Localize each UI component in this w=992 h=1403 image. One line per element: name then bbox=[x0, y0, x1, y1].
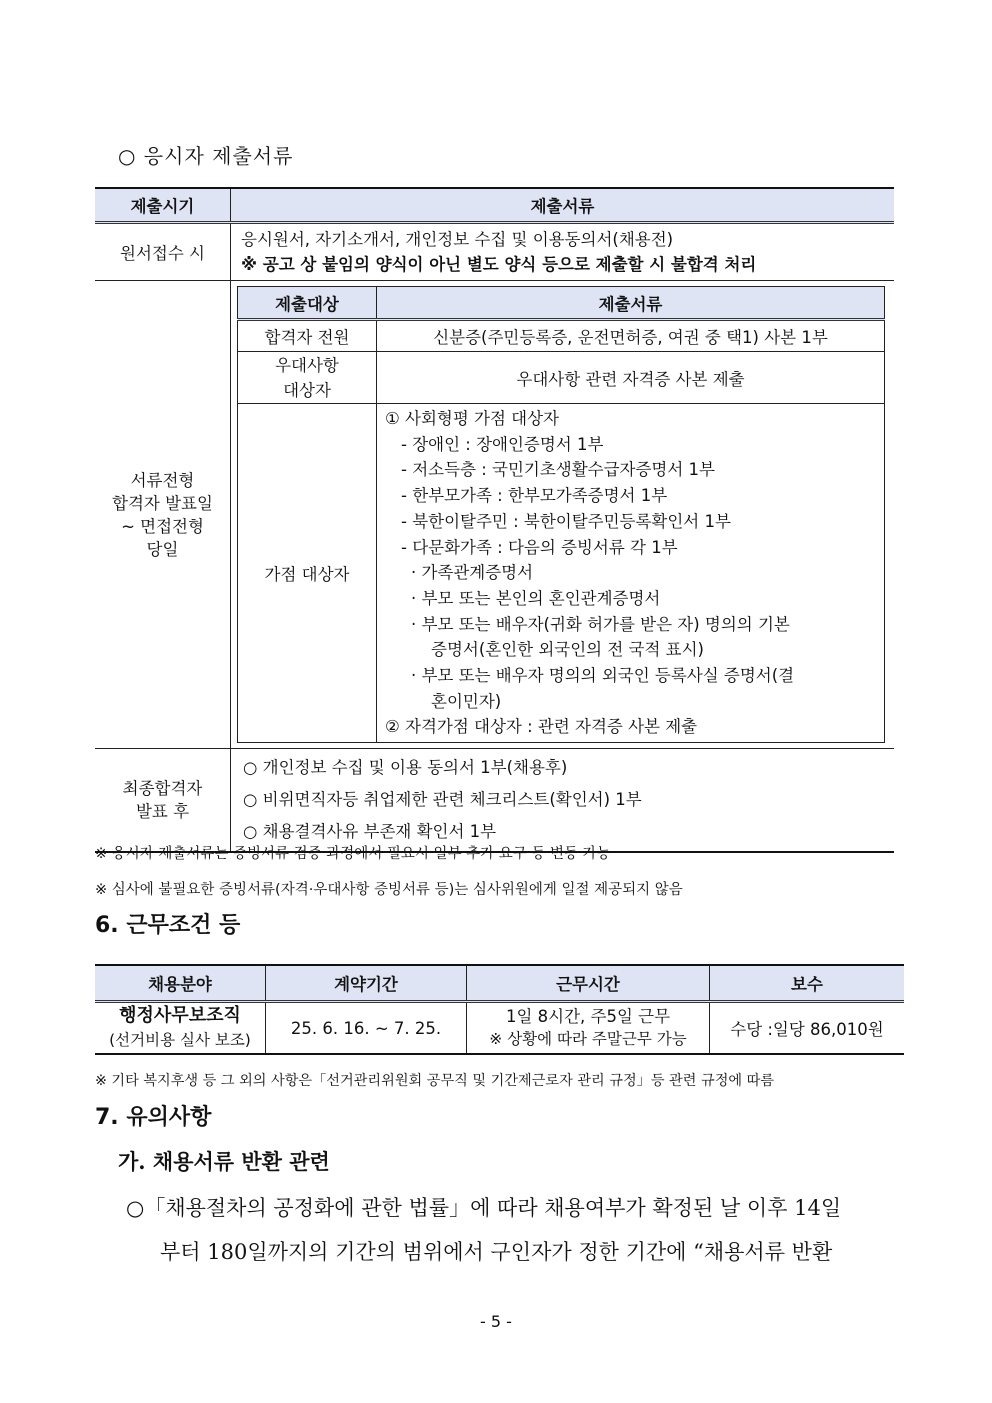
row3-item: ○ 비위면직자등 취업제한 관련 체크리스트(확인서) 1부 bbox=[243, 790, 642, 810]
bonus-target: 가점 대상자 bbox=[238, 404, 377, 743]
bonus-list bbox=[377, 404, 885, 743]
all-target: 합격자 전원 bbox=[238, 320, 377, 352]
section6-title: 6. 근무조건 등 bbox=[95, 913, 241, 938]
bonus-item: - 저소득층 : 국민기초생활수급자증명서 1부 bbox=[401, 460, 715, 480]
row2-when-l2: 합격자 발표일 bbox=[112, 493, 213, 513]
t2-field-sub: (선거비용 실사 보조) bbox=[109, 1031, 251, 1049]
note-2: ※ 심사에 불필요한 증빙서류(자격·우대사항 증빙서류 등)는 심사위원에게 일절 제공되지 않음 bbox=[95, 882, 683, 898]
pref-target bbox=[238, 352, 377, 404]
bonus-item: 혼이민자) bbox=[431, 691, 502, 711]
inner-header-target: 제출대상 bbox=[238, 287, 377, 320]
row2-docs bbox=[231, 281, 895, 749]
sub-a-title: 가. 채용서류 반환 관련 bbox=[118, 1149, 330, 1174]
page-number: - 5 - bbox=[480, 1312, 512, 1331]
bonus-item: · 부모 또는 배우자 명의의 외국인 등록사실 증명서(결 bbox=[411, 666, 795, 686]
row3-when bbox=[95, 749, 231, 853]
row2-when-l3: ~ 면접전형 bbox=[121, 516, 204, 536]
para-line2: 부터 180일까지의 기간의 범위에서 구인자가 정한 기간에 “채용서류 반환 bbox=[160, 1240, 833, 1264]
header-docs: 제출서류 bbox=[231, 188, 895, 223]
t2-hours bbox=[467, 1002, 710, 1055]
row1-when: 원서접수 시 bbox=[95, 223, 231, 281]
row2-when-l4: 당일 bbox=[146, 539, 179, 559]
bonus-item: · 가족관계증명서 bbox=[411, 563, 534, 583]
pref-target-l1: 우대사항 bbox=[275, 355, 339, 375]
pref-target-l2: 대상자 bbox=[283, 380, 331, 400]
row3-item: ○ 개인정보 수집 및 이용 동의서 1부(채용후) bbox=[243, 758, 568, 778]
conditions-table bbox=[95, 964, 904, 1055]
row3-when-l1: 최종합격자 bbox=[122, 779, 203, 799]
t2-header-hours: 근무시간 bbox=[467, 965, 710, 1002]
inner-table bbox=[237, 286, 885, 743]
header-when: 제출시기 bbox=[95, 188, 231, 223]
row3-item: ○ 채용결격사유 부존재 확인서 1부 bbox=[243, 822, 497, 842]
row2-when bbox=[95, 281, 231, 749]
bonus-item: ② 자격가점 대상자 : 관련 자격증 사본 제출 bbox=[385, 717, 698, 737]
t2-field-main: 행정사무보조직 bbox=[119, 1005, 241, 1026]
note-1: ※ 응시자 제출서류는 증빙서류 검증 과정에서 필요시 일부 추가 요구 등 변동 가능 bbox=[95, 846, 611, 862]
t2-period: 25. 6. 16. ~ 7. 25. bbox=[266, 1002, 467, 1055]
bonus-item: · 부모 또는 배우자(귀화 허가를 받은 자) 명의의 기본 bbox=[411, 614, 790, 634]
all-doc: 신분증(주민등록증, 운전면허증, 여권 중 택1) 사본 1부 bbox=[377, 320, 885, 352]
t2-header-pay: 보수 bbox=[710, 965, 905, 1002]
bonus-item: - 장애인 : 장애인증명서 1부 bbox=[401, 434, 604, 454]
documents-table bbox=[95, 187, 894, 853]
bonus-item: - 한부모가족 : 한부모가족증명서 1부 bbox=[401, 486, 668, 506]
bonus-item: - 북한이탈주민 : 북한이탈주민등록확인서 1부 bbox=[401, 511, 731, 531]
row3-when-l2: 발표 후 bbox=[135, 802, 190, 822]
bonus-item: · 부모 또는 본인의 혼인관계증명서 bbox=[411, 588, 661, 608]
inner-header-docs: 제출서류 bbox=[377, 287, 885, 320]
para-line1: ○「채용절차의 공정화에 관한 법률」에 따라 채용여부가 확정된 날 이후 14일 bbox=[126, 1196, 842, 1220]
t2-header-period: 계약기간 bbox=[266, 965, 467, 1002]
bonus-item: 증명서(혼인한 외국인의 전 국적 표시) bbox=[431, 640, 704, 660]
section7-title: 7. 유의사항 bbox=[95, 1105, 212, 1130]
note-3: ※ 기타 복지후생 등 그 외의 사항은「선거관리위원회 공무직 및 기간제근로자 관리 규정」등 관련 규정에 따름 bbox=[95, 1073, 775, 1089]
row2-when-l1: 서류전형 bbox=[130, 470, 195, 490]
paragraph bbox=[126, 1186, 898, 1274]
t2-hours-l2: ※ 상황에 따라 주말근무 가능 bbox=[489, 1030, 687, 1048]
bonus-item: - 다문화가족 : 다음의 증빙서류 각 1부 bbox=[401, 537, 678, 557]
bonus-item: ① 사회형평 가점 대상자 bbox=[385, 409, 559, 428]
row3-docs bbox=[231, 749, 895, 853]
pref-doc: 우대사항 관련 자격증 사본 제출 bbox=[377, 352, 885, 404]
t2-pay: 수당 :일당 86,010원 bbox=[710, 1002, 905, 1055]
row1-line2: ※ 공고 상 붙임의 양식이 아닌 별도 양식 등으로 제출할 시 불합격 처리 bbox=[241, 255, 757, 274]
t2-header-field: 채용분야 bbox=[95, 965, 266, 1002]
section-bullet: ○ 응시자 제출서류 bbox=[118, 144, 294, 168]
row1-line1: 응시원서, 자기소개서, 개인정보 수집 및 이용동의서(채용전) bbox=[241, 230, 674, 249]
t2-field bbox=[95, 1002, 266, 1055]
t2-hours-l1: 1일 8시간, 주5일 근무 bbox=[505, 1007, 671, 1026]
